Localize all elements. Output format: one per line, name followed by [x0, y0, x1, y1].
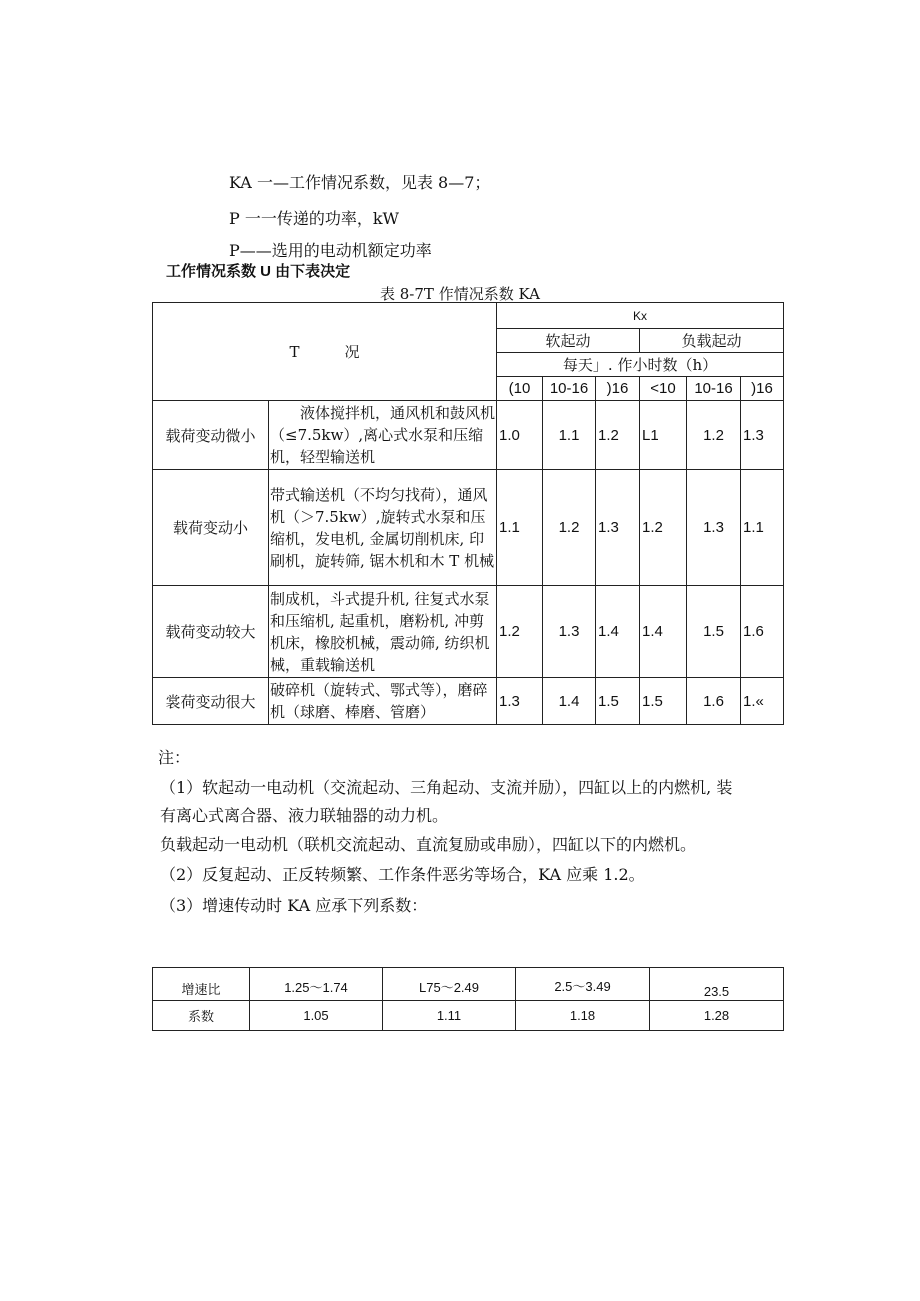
table-row — [153, 678, 784, 725]
row-equipment: 液体搅拌机，通风机和鼓风机（≤7.5kw）,离心式水泵和压缩机，轻型输送机 — [269, 401, 497, 470]
coef-cell: 1.11 — [383, 1001, 516, 1031]
value-cell: 1.1 — [543, 401, 596, 470]
notes-label: 注： — [158, 748, 191, 767]
hour-col: <10 — [640, 377, 687, 401]
value-cell: 1.5 — [596, 678, 640, 725]
hour-col: )16 — [596, 377, 640, 401]
pm-definition: P——选用的电动机额定功率 — [229, 241, 432, 260]
value-cell: 1.0 — [497, 401, 543, 470]
value-cell: 1.4 — [640, 586, 687, 678]
coef-cell: 1.18 — [516, 1001, 650, 1031]
value-cell: 1.2 — [640, 470, 687, 586]
speed-ratio-table — [152, 967, 784, 1031]
row-category: 载荷变动微小 — [153, 401, 269, 470]
coef-cell: 1.28 — [650, 1001, 784, 1031]
coef-label: 系数 — [153, 1001, 250, 1031]
ratio-cell: 1.25～1.74 — [250, 968, 383, 1001]
p-definition: P 一一传递的功率，kW — [229, 209, 399, 228]
row-category: 载荷变动小 — [153, 470, 269, 586]
row-equipment: 破碎机（旋转式、鄂式等），磨碎机（球磨、棒磨、管磨） — [269, 678, 497, 725]
table-row — [153, 968, 784, 1001]
hour-col: )16 — [741, 377, 784, 401]
row-equipment: 制成机，斗式提升机, 往复式水泵和压缩机, 起重机，磨粉机, 冲剪机床，橡胶机械，震动筛, 纺织机械，重载输送机 — [269, 586, 497, 678]
ratio-cell: L75～2.49 — [383, 968, 516, 1001]
condition-header: T 况 — [153, 303, 497, 401]
ka-definition: KA 一—工作情况系数，见表 8—7； — [229, 173, 491, 192]
soft-start-header: 软起动 — [497, 329, 640, 353]
value-cell: 1.5 — [640, 678, 687, 725]
ratio-label: 增速比 — [153, 968, 250, 1001]
work-condition-table — [152, 302, 784, 725]
load-start-header: 负载起动 — [640, 329, 784, 353]
note-2: （2）反复起动、正反转频繁、工作条件恶劣等场合，KA 应乘 1.2。 — [160, 865, 645, 884]
table-title: 表 8-7T 作情况系数 KA — [380, 285, 540, 303]
value-cell: 1.2 — [596, 401, 640, 470]
coef-cell: 1.05 — [250, 1001, 383, 1031]
row-category: 裳荷变动很大 — [153, 678, 269, 725]
value-cell: 1.3 — [497, 678, 543, 725]
hour-col: 10-16 — [687, 377, 741, 401]
note-1b: 有离心式离合器、液力联轴器的动力机。 — [160, 806, 449, 825]
value-cell: 1.4 — [543, 678, 596, 725]
table-row — [153, 1001, 784, 1031]
value-cell: 1.2 — [497, 586, 543, 678]
ratio-cell: 23.5 — [650, 968, 784, 1001]
value-cell: 1.1 — [497, 470, 543, 586]
value-cell: 1.3 — [596, 470, 640, 586]
note-1a: （1）软起动一电动机（交流起动、三角起动、支流并励），四缸以上的内燃机, 装 — [160, 778, 733, 797]
table-row — [153, 401, 784, 470]
value-cell: 1.2 — [543, 470, 596, 586]
value-cell: 1.4 — [596, 586, 640, 678]
hour-col: (10 — [497, 377, 543, 401]
table-row — [153, 470, 784, 586]
ratio-cell: 2.5～3.49 — [516, 968, 650, 1001]
hour-col: 10-16 — [543, 377, 596, 401]
value-cell: 1.6 — [687, 678, 741, 725]
note-1c: 负载起动一电动机（联机交流起动、直流复励或串励），四缸以下的内燃机。 — [160, 835, 697, 854]
value-cell: 1.3 — [687, 470, 741, 586]
value-cell: 1.5 — [687, 586, 741, 678]
value-cell: 1.2 — [687, 401, 741, 470]
value-cell: L1 — [640, 401, 687, 470]
value-cell: 1.6 — [741, 586, 784, 678]
section-heading: 工作情况系数 U 由下表决定 — [166, 263, 351, 280]
row-equipment: 带式输送机（不均匀找荷），通风机（＞7.5kw）,旋转式水泵和压缩机，发电机, 金属切削机床, 印刷机，旋转筛, 锯木机和木 T 机械 — [269, 470, 497, 586]
hours-header: 每天」. 作小时数（h） — [497, 353, 784, 377]
kx-header: Kx — [497, 303, 784, 329]
row-category: 载荷变动较大 — [153, 586, 269, 678]
value-cell: 1.3 — [741, 401, 784, 470]
table-row — [153, 586, 784, 678]
note-3: （3）增速传动时 KA 应承下列系数： — [160, 896, 428, 915]
value-cell: 1.« — [741, 678, 784, 725]
value-cell: 1.1 — [741, 470, 784, 586]
value-cell: 1.3 — [543, 586, 596, 678]
